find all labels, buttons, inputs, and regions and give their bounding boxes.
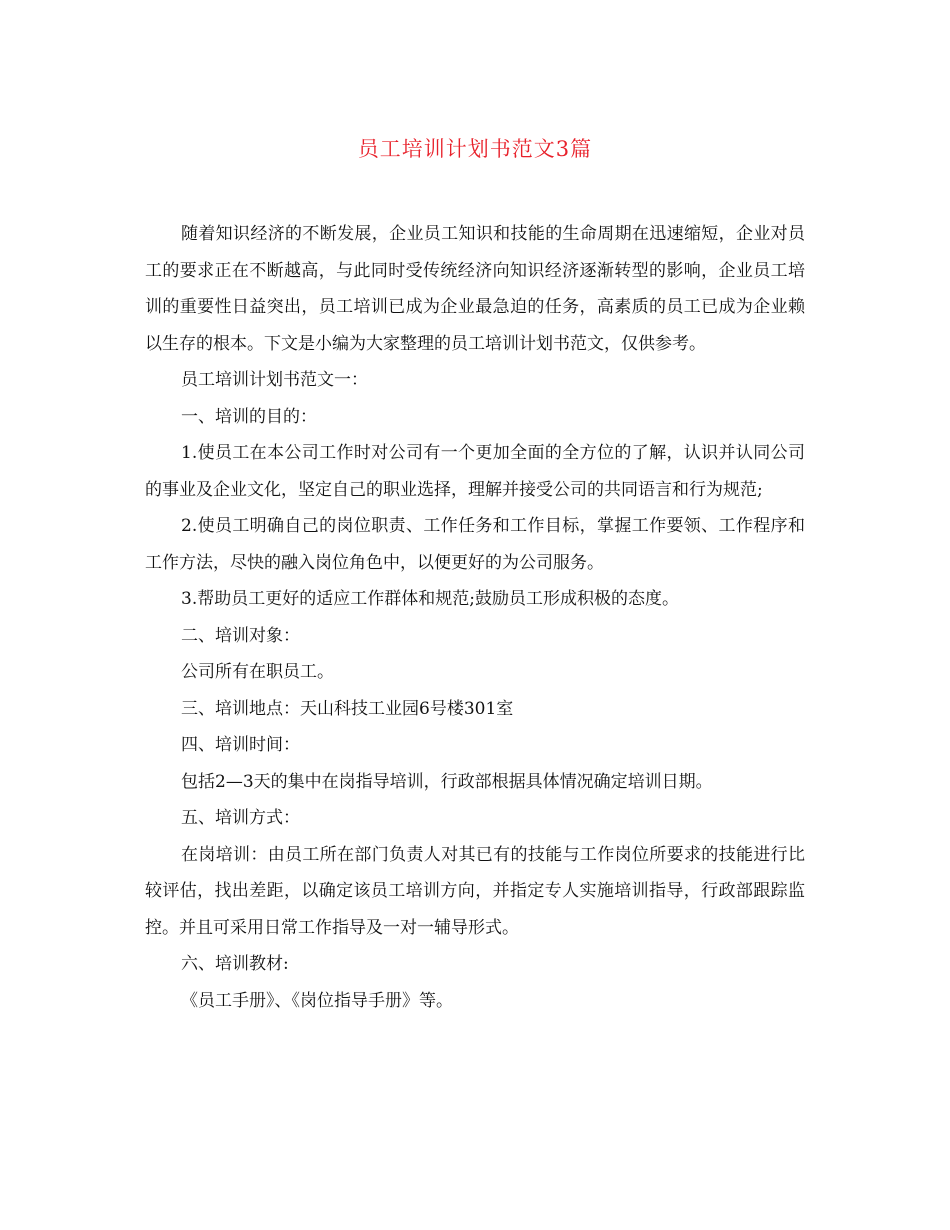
training-method-text: 在岗培训：由员工所在部门负责人对其已有的技能与工作岗位所要求的技能进行比较评估，找出差距，以确定该员工培训方向，并指定专人实施培训指导，行政部跟踪监控。并且可采用日常工作指导及一对一辅导形式。 (145, 844, 805, 938)
heading-training-time: 四、培训时间： (181, 735, 300, 755)
document-body (145, 216, 805, 1019)
document-title: 员工培训计划书范文3篇 (357, 137, 593, 161)
intro-paragraph: 随着知识经济的不断发展，企业员工知识和技能的生命周期在迅速缩短，企业对员工的要求正在不断越高，与此同时受传统经济向知识经济逐渐转型的影响，企业员工培训的重要性日益突出，员工培训已成为企业最急迫的任务，高素质的员工已成为企业赖以生存的根本。下文是小编为大家整理的员工培训计划书范文，仅供参考。 (145, 224, 805, 354)
heading-training-method: 五、培训方式： (181, 808, 300, 828)
section-sample-one-heading: 员工培训计划书范文一： (181, 370, 368, 390)
training-materials-text: 《员工手册》、《岗位指导手册》等。 (181, 990, 453, 1011)
heading-training-materials: 六、培训教材: (181, 954, 289, 974)
training-location: 三、培训地点：天山科技工业园6号楼301室 (181, 698, 514, 719)
training-target-text: 公司所有在职员工。 (181, 662, 334, 682)
heading-training-target: 二、培训对象： (181, 625, 300, 646)
purpose-item-1: 1.使员工在本公司工作时对公司有一个更加全面的全方位的了解，认识并认同公司的事业及企业文化，坚定自己的职业选择，理解并接受公司的共同语言和行为规范; (145, 443, 805, 500)
training-time-text: 包括2—3天的集中在岗指导培训，行政部根据具体情况确定培训日期。 (181, 771, 713, 792)
heading-training-purpose: 一、培训的目的： (181, 406, 317, 427)
purpose-item-3: 3.帮助员工更好的适应工作群体和规范;鼓励员工形成积极的态度。 (181, 589, 679, 609)
purpose-item-2: 2.使员工明确自己的岗位职责、工作任务和工作目标，掌握工作要领、工作程序和工作方法，尽快的融入岗位角色中，以便更好的为公司服务。 (145, 516, 805, 573)
